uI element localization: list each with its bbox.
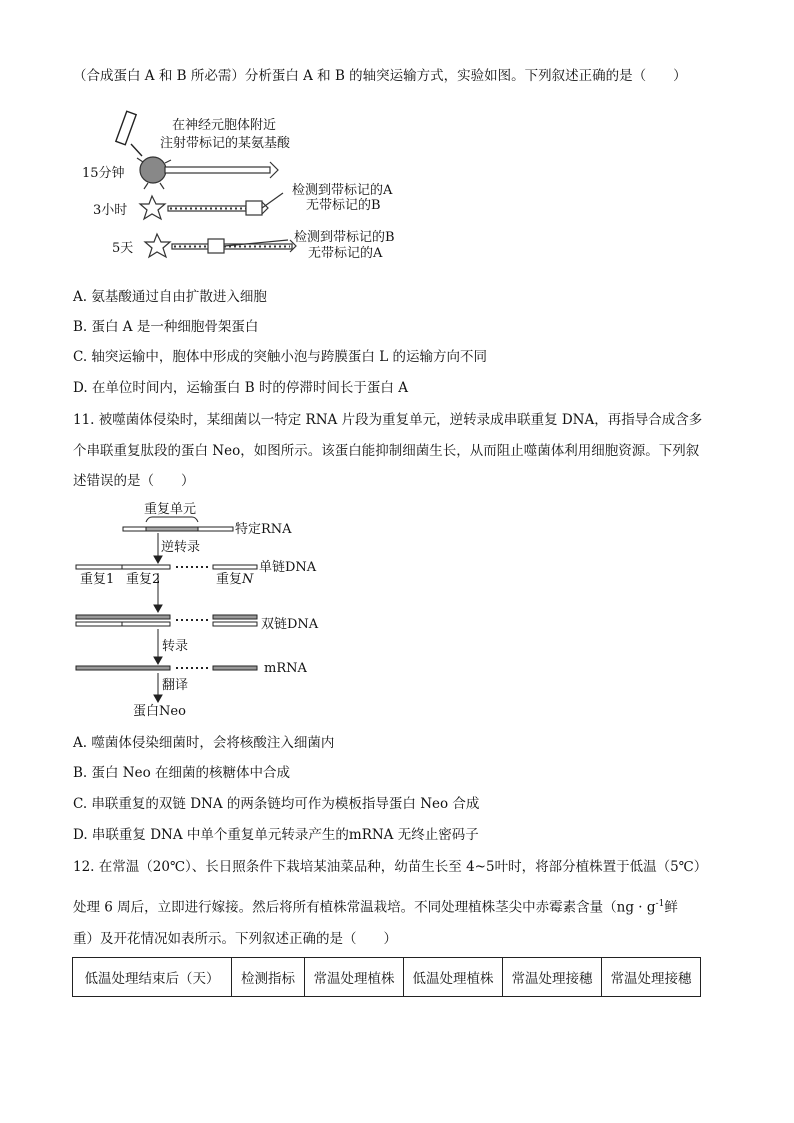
result-5d-line1: 检测到带标记的B (294, 230, 395, 245)
q11-line-1: 11. 被噬菌体侵染时，某细菌以一特定 RNA 片段为重复单元，逆转录成串联重复 DNA，再指导合成含多 (73, 412, 703, 428)
inject-label-1: 在神经元胞体附近 (172, 118, 277, 133)
q11-line-2: 个串联重复肽段的蛋白 Neo，如图所示。该蛋白能抑制细菌生长，从而阻止噬菌体利用细胞资源。下列叙 (73, 443, 700, 459)
q10-option-a: A. 氨基酸通过自由扩散进入细胞 (73, 289, 267, 305)
result-5d-line2: 无带标记的A (308, 246, 383, 261)
q10-option-c: C. 轴突运输中，胞体中形成的突触小泡与跨膜蛋白 L 的运输方向不同 (73, 349, 487, 365)
q11-option-b: B. 蛋白 Neo 在细菌的核糖体中合成 (73, 765, 291, 781)
table-header-cell: 低温处理结束后（天） (73, 958, 232, 997)
repeat-n-label (216, 572, 253, 588)
repeat-2-label: 重复2 (126, 572, 161, 587)
table-header-cell: 常温处理接穗 (602, 958, 701, 997)
ss-dna-label: 单链DNA (259, 560, 317, 575)
mrna-label: mRNA (264, 661, 307, 676)
reverse-transcription-label: 逆转录 (161, 540, 201, 555)
repeat-unit-label: 重复单元 (144, 502, 197, 517)
protein-neo-label: 蛋白Neo (133, 704, 186, 719)
table-header-cell: 常温处理植株 (305, 958, 404, 997)
neuron-15min (137, 157, 278, 189)
q12-line-2b: 鲜 (664, 899, 678, 916)
q12-line-2a: 处理 6 周后，立即进行嫁接。然后将所有植株常温栽培。不同处理植株茎尖中赤霉素含量（ng · g (73, 899, 656, 916)
q12-line-2 (73, 894, 678, 918)
time-15min-label: 15分钟 (82, 166, 125, 181)
table-header-cell: 低温处理植株 (404, 958, 503, 997)
q10-intro: （合成蛋白 A 和 B 所必需）分析蛋白 A 和 B 的轴突运输方式，实验如图。下列叙述正确的是（ ） (73, 68, 687, 84)
neuron-5d (145, 234, 296, 257)
translation-label: 翻译 (162, 678, 189, 693)
q12-data-table (72, 957, 701, 997)
q12-line-3: 重）及开花情况如表所示。下列叙述正确的是（ ） (73, 931, 397, 947)
result-3h-line1: 检测到带标记的A (292, 183, 393, 198)
table-header-cell: 检测指标 (232, 958, 305, 997)
syringe-icon (116, 111, 142, 156)
transcription-label: 转录 (162, 639, 189, 654)
table-header-cell: 常温处理接穗 (503, 958, 602, 997)
inject-label-2: 注射带标记的某氨基酸 (160, 136, 291, 151)
ds-dna-label: 双链DNA (261, 617, 319, 632)
time-5d-label: 5天 (112, 241, 134, 256)
q12-unit-sup: -1 (655, 899, 665, 909)
result-3h-line2: 无带标记的B (306, 198, 381, 213)
q10-option-b: B. 蛋白 A 是一种细胞骨架蛋白 (73, 319, 259, 335)
q11-option-a: A. 噬菌体侵染细菌时，会将核酸注入细菌内 (73, 735, 335, 751)
q10-option-d: D. 在单位时间内，运输蛋白 B 时的停滞时间长于蛋白 A (73, 380, 408, 396)
specific-rna-label: 特定RNA (235, 522, 292, 537)
q11-option-d: D. 串联重复 DNA 中单个重复单元转录产生的mRNA 无终止密码子 (73, 827, 479, 843)
repeat-n-prefix: 重复 (216, 572, 243, 587)
q12-line-1: 12. 在常温（20℃）、长日照条件下栽培某油菜品种，幼苗生长至 4~5叶时，将部分植株置于低温（5℃） (73, 859, 708, 875)
repeat-n-italic: N (242, 572, 254, 587)
neuron-3h (140, 193, 283, 219)
table-header-row (73, 958, 701, 997)
time-3h-label: 3小时 (93, 203, 128, 218)
q11-line-3: 述错误的是（ ） (73, 473, 195, 489)
repeat-1-label: 重复1 (80, 572, 115, 587)
q11-option-c: C. 串联重复的双链 DNA 的两条链均可作为模板指导蛋白 Neo 合成 (73, 796, 480, 812)
